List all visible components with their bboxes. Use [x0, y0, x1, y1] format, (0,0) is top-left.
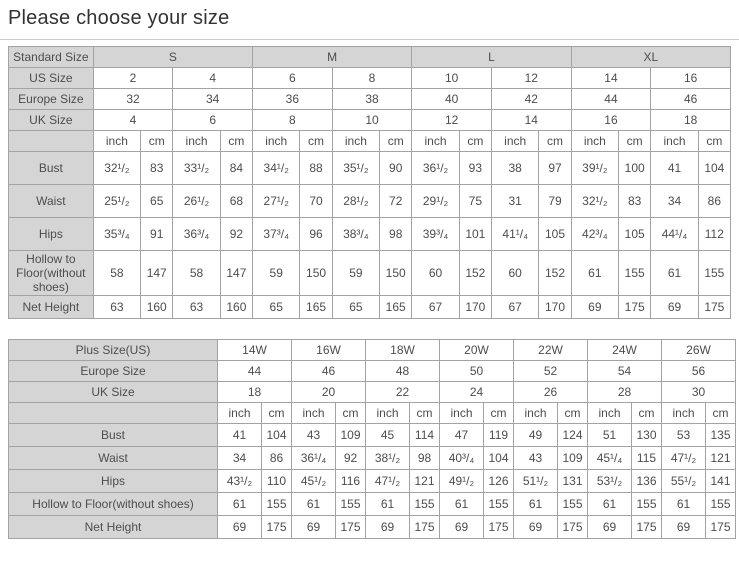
row-label: Net Height	[9, 516, 218, 539]
unit-inch-cell: inch	[491, 131, 538, 152]
size-row	[9, 382, 736, 403]
standard-table-body	[9, 47, 731, 319]
unit-corner-cell	[9, 131, 94, 152]
measurement-value-cell: 155	[558, 493, 588, 516]
measurement-value-cell: 65	[253, 296, 300, 319]
unit-cm-cell: cm	[484, 403, 514, 424]
size-value-cell: 46	[651, 89, 731, 110]
size-value-cell: 4	[93, 110, 173, 131]
measurement-value-cell: 55¹/₂	[662, 470, 706, 493]
size-value-cell: 16	[571, 110, 651, 131]
measurement-value-cell: 150	[380, 251, 412, 296]
measurement-value-cell: 69	[218, 516, 262, 539]
measurement-value-cell: 38¹/₂	[366, 447, 410, 470]
unit-inch-cell: inch	[332, 131, 379, 152]
measurement-value-cell: 25¹/₂	[93, 185, 140, 218]
size-value-cell: 56	[662, 361, 736, 382]
size-value-cell: 26W	[662, 340, 736, 361]
measurement-value-cell: 65	[332, 296, 379, 319]
measurement-value-cell: 152	[539, 251, 571, 296]
size-value-cell: 28	[588, 382, 662, 403]
unit-inch-cell: inch	[366, 403, 410, 424]
unit-cm-cell: cm	[706, 403, 736, 424]
measurement-value-cell: 34¹/₂	[253, 152, 300, 185]
measurement-value-cell: 69	[651, 296, 698, 319]
row-label: Europe Size	[9, 361, 218, 382]
plus-table-body	[9, 340, 736, 539]
measurement-value-cell: 79	[539, 185, 571, 218]
measurement-value-cell: 69	[292, 516, 336, 539]
measurement-value-cell: 38	[491, 152, 538, 185]
measurement-value-cell: 69	[588, 516, 632, 539]
size-value-cell: 6	[173, 110, 253, 131]
measurement-value-cell: 58	[93, 251, 140, 296]
measurement-value-cell: 116	[336, 470, 366, 493]
measurement-value-cell: 121	[410, 470, 440, 493]
measurement-value-cell: 88	[300, 152, 332, 185]
size-value-cell: 22W	[514, 340, 588, 361]
measurement-value-cell: 121	[706, 447, 736, 470]
measurement-value-cell: 175	[262, 516, 292, 539]
measurement-value-cell: 45¹/₄	[588, 447, 632, 470]
row-label: Plus Size(US)	[9, 340, 218, 361]
measurement-value-cell: 152	[459, 251, 491, 296]
size-group-header: L	[412, 47, 571, 68]
measurement-row	[9, 251, 731, 296]
measurement-value-cell: 155	[619, 251, 651, 296]
size-value-cell: 12	[491, 68, 571, 89]
measurement-value-cell: 39³/₄	[412, 218, 459, 251]
size-value-cell: 10	[412, 68, 492, 89]
size-value-cell: 44	[571, 89, 651, 110]
measurement-value-cell: 45	[366, 424, 410, 447]
size-value-cell: 26	[514, 382, 588, 403]
measurement-value-cell: 36¹/₄	[292, 447, 336, 470]
measurement-row	[9, 493, 736, 516]
row-label: Waist	[9, 447, 218, 470]
measurement-value-cell: 175	[558, 516, 588, 539]
measurement-value-cell: 155	[336, 493, 366, 516]
unit-inch-cell: inch	[218, 403, 262, 424]
size-value-cell: 18	[218, 382, 292, 403]
measurement-value-cell: 155	[706, 493, 736, 516]
measurement-value-cell: 60	[491, 251, 538, 296]
measurement-value-cell: 41	[651, 152, 698, 185]
unit-corner-cell	[9, 403, 218, 424]
plus-size-table	[8, 339, 736, 539]
measurement-value-cell: 61	[292, 493, 336, 516]
size-value-cell: 46	[292, 361, 366, 382]
measurement-value-cell: 67	[491, 296, 538, 319]
measurement-value-cell: 147	[220, 251, 252, 296]
measurement-value-cell: 65	[141, 185, 173, 218]
size-value-cell: 32	[93, 89, 173, 110]
measurement-value-cell: 45¹/₂	[292, 470, 336, 493]
measurement-value-cell: 160	[220, 296, 252, 319]
unit-cm-cell: cm	[632, 403, 662, 424]
unit-inch-cell: inch	[514, 403, 558, 424]
measurement-value-cell: 49	[514, 424, 558, 447]
measurement-value-cell: 101	[459, 218, 491, 251]
measurement-value-cell: 39¹/₂	[571, 152, 618, 185]
measurement-value-cell: 26¹/₂	[173, 185, 220, 218]
unit-cm-cell: cm	[619, 131, 651, 152]
measurement-value-cell: 170	[459, 296, 491, 319]
unit-cm-cell: cm	[459, 131, 491, 152]
unit-row	[9, 403, 736, 424]
measurement-value-cell: 72	[380, 185, 412, 218]
measurement-value-cell: 61	[514, 493, 558, 516]
size-value-cell: 14	[571, 68, 651, 89]
row-label: UK Size	[9, 110, 94, 131]
measurement-row	[9, 447, 736, 470]
measurement-value-cell: 83	[619, 185, 651, 218]
measurement-value-cell: 69	[366, 516, 410, 539]
measurement-value-cell: 175	[484, 516, 514, 539]
measurement-value-cell: 98	[380, 218, 412, 251]
page-title: Please choose your size	[8, 7, 230, 29]
measurement-value-cell: 34	[651, 185, 698, 218]
measurement-value-cell: 155	[484, 493, 514, 516]
unit-cm-cell: cm	[262, 403, 292, 424]
size-group-header: M	[253, 47, 412, 68]
measurement-value-cell: 175	[632, 516, 662, 539]
measurement-row	[9, 152, 731, 185]
measurement-value-cell: 69	[571, 296, 618, 319]
size-group-header: S	[93, 47, 252, 68]
measurement-value-cell: 63	[173, 296, 220, 319]
measurement-value-cell: 33¹/₂	[173, 152, 220, 185]
unit-cm-cell: cm	[698, 131, 730, 152]
measurement-row	[9, 218, 731, 251]
standard-size-table	[8, 46, 731, 319]
size-value-cell: 40	[412, 89, 492, 110]
size-value-cell: 2	[93, 68, 173, 89]
size-value-cell: 30	[662, 382, 736, 403]
measurement-value-cell: 70	[300, 185, 332, 218]
measurement-value-cell: 141	[706, 470, 736, 493]
measurement-value-cell: 126	[484, 470, 514, 493]
measurement-value-cell: 41¹/₄	[491, 218, 538, 251]
measurement-value-cell: 61	[651, 251, 698, 296]
row-label: Bust	[9, 424, 218, 447]
size-value-cell: 36	[253, 89, 333, 110]
measurement-value-cell: 67	[412, 296, 459, 319]
measurement-value-cell: 110	[262, 470, 292, 493]
measurement-value-cell: 104	[262, 424, 292, 447]
measurement-value-cell: 124	[558, 424, 588, 447]
size-value-cell: 8	[332, 68, 412, 89]
measurement-value-cell: 104	[698, 152, 730, 185]
measurement-value-cell: 115	[632, 447, 662, 470]
size-row	[9, 89, 731, 110]
unit-cm-cell: cm	[336, 403, 366, 424]
size-value-cell: 54	[588, 361, 662, 382]
measurement-value-cell: 135	[706, 424, 736, 447]
measurement-row	[9, 185, 731, 218]
measurement-value-cell: 98	[410, 447, 440, 470]
row-label: US Size	[9, 68, 94, 89]
measurement-row	[9, 424, 736, 447]
size-value-cell: 52	[514, 361, 588, 382]
size-value-cell: 12	[412, 110, 492, 131]
size-value-cell: 20W	[440, 340, 514, 361]
measurement-value-cell: 147	[141, 251, 173, 296]
corner-label: Standard Size	[9, 47, 94, 68]
measurement-value-cell: 97	[539, 152, 571, 185]
measurement-value-cell: 175	[698, 296, 730, 319]
row-label: Bust	[9, 152, 94, 185]
measurement-value-cell: 155	[410, 493, 440, 516]
unit-cm-cell: cm	[141, 131, 173, 152]
measurement-value-cell: 51¹/₂	[514, 470, 558, 493]
measurement-value-cell: 59	[253, 251, 300, 296]
measurement-value-cell: 100	[619, 152, 651, 185]
measurement-value-cell: 42³/₄	[571, 218, 618, 251]
measurement-value-cell: 119	[484, 424, 514, 447]
measurement-value-cell: 155	[698, 251, 730, 296]
measurement-value-cell: 29¹/₂	[412, 185, 459, 218]
measurement-value-cell: 175	[410, 516, 440, 539]
measurement-value-cell: 34	[218, 447, 262, 470]
row-label: Europe Size	[9, 89, 94, 110]
measurement-value-cell: 86	[262, 447, 292, 470]
size-value-cell: 24	[440, 382, 514, 403]
size-value-cell: 16W	[292, 340, 366, 361]
measurement-value-cell: 27¹/₂	[253, 185, 300, 218]
measurement-value-cell: 68	[220, 185, 252, 218]
measurement-value-cell: 53¹/₂	[588, 470, 632, 493]
unit-inch-cell: inch	[93, 131, 140, 152]
size-row	[9, 340, 736, 361]
measurement-value-cell: 60	[412, 251, 459, 296]
unit-cm-cell: cm	[539, 131, 571, 152]
measurement-value-cell: 47	[440, 424, 484, 447]
measurement-value-cell: 61	[366, 493, 410, 516]
measurement-value-cell: 47¹/₂	[366, 470, 410, 493]
measurement-value-cell: 105	[619, 218, 651, 251]
size-value-cell: 18W	[366, 340, 440, 361]
size-value-cell: 48	[366, 361, 440, 382]
measurement-value-cell: 61	[571, 251, 618, 296]
measurement-value-cell: 92	[336, 447, 366, 470]
size-value-cell: 8	[253, 110, 333, 131]
measurement-value-cell: 86	[698, 185, 730, 218]
size-value-cell: 14	[491, 110, 571, 131]
measurement-value-cell: 170	[539, 296, 571, 319]
measurement-value-cell: 155	[632, 493, 662, 516]
measurement-value-cell: 175	[336, 516, 366, 539]
size-value-cell: 42	[491, 89, 571, 110]
size-row	[9, 68, 731, 89]
size-value-cell: 44	[218, 361, 292, 382]
measurement-value-cell: 90	[380, 152, 412, 185]
size-value-cell: 14W	[218, 340, 292, 361]
measurement-value-cell: 131	[558, 470, 588, 493]
unit-cm-cell: cm	[558, 403, 588, 424]
measurement-row	[9, 470, 736, 493]
unit-inch-cell: inch	[651, 131, 698, 152]
row-label: Hips	[9, 218, 94, 251]
measurement-value-cell: 109	[558, 447, 588, 470]
measurement-value-cell: 92	[220, 218, 252, 251]
unit-inch-cell: inch	[571, 131, 618, 152]
measurement-row	[9, 296, 731, 319]
measurement-value-cell: 114	[410, 424, 440, 447]
measurement-value-cell: 61	[588, 493, 632, 516]
title-divider	[0, 39, 739, 40]
measurement-value-cell: 28¹/₂	[332, 185, 379, 218]
measurement-value-cell: 104	[484, 447, 514, 470]
size-value-cell: 22	[366, 382, 440, 403]
measurement-value-cell: 91	[141, 218, 173, 251]
size-value-cell: 4	[173, 68, 253, 89]
measurement-value-cell: 51	[588, 424, 632, 447]
measurement-value-cell: 43	[514, 447, 558, 470]
unit-inch-cell: inch	[440, 403, 484, 424]
measurement-value-cell: 59	[332, 251, 379, 296]
measurement-value-cell: 175	[619, 296, 651, 319]
unit-inch-cell: inch	[412, 131, 459, 152]
size-value-cell: 50	[440, 361, 514, 382]
row-label: Hips	[9, 470, 218, 493]
measurement-value-cell: 175	[706, 516, 736, 539]
unit-cm-cell: cm	[220, 131, 252, 152]
size-value-cell: 34	[173, 89, 253, 110]
measurement-value-cell: 69	[440, 516, 484, 539]
measurement-value-cell: 69	[662, 516, 706, 539]
measurement-value-cell: 109	[336, 424, 366, 447]
measurement-value-cell: 69	[514, 516, 558, 539]
size-value-cell: 24W	[588, 340, 662, 361]
measurement-value-cell: 75	[459, 185, 491, 218]
measurement-value-cell: 31	[491, 185, 538, 218]
size-row	[9, 110, 731, 131]
measurement-value-cell: 35¹/₂	[332, 152, 379, 185]
unit-cm-cell: cm	[410, 403, 440, 424]
group-header-row	[9, 47, 731, 68]
measurement-value-cell: 32¹/₂	[93, 152, 140, 185]
measurement-value-cell: 37³/₄	[253, 218, 300, 251]
measurement-value-cell: 61	[662, 493, 706, 516]
size-group-header: XL	[571, 47, 730, 68]
measurement-value-cell: 130	[632, 424, 662, 447]
size-value-cell: 18	[651, 110, 731, 131]
measurement-value-cell: 105	[539, 218, 571, 251]
unit-inch-cell: inch	[253, 131, 300, 152]
measurement-value-cell: 165	[300, 296, 332, 319]
unit-inch-cell: inch	[173, 131, 220, 152]
measurement-value-cell: 84	[220, 152, 252, 185]
measurement-value-cell: 136	[632, 470, 662, 493]
measurement-value-cell: 44¹/₄	[651, 218, 698, 251]
unit-cm-cell: cm	[380, 131, 412, 152]
size-value-cell: 10	[332, 110, 412, 131]
unit-row	[9, 131, 731, 152]
measurement-value-cell: 40³/₄	[440, 447, 484, 470]
measurement-value-cell: 96	[300, 218, 332, 251]
measurement-value-cell: 41	[218, 424, 262, 447]
measurement-row	[9, 516, 736, 539]
measurement-value-cell: 150	[300, 251, 332, 296]
measurement-value-cell: 155	[262, 493, 292, 516]
unit-inch-cell: inch	[588, 403, 632, 424]
measurement-value-cell: 38³/₄	[332, 218, 379, 251]
measurement-value-cell: 165	[380, 296, 412, 319]
unit-inch-cell: inch	[292, 403, 336, 424]
size-value-cell: 16	[651, 68, 731, 89]
size-value-cell: 38	[332, 89, 412, 110]
measurement-value-cell: 49¹/₂	[440, 470, 484, 493]
measurement-value-cell: 160	[141, 296, 173, 319]
row-label: Net Height	[9, 296, 94, 319]
measurement-value-cell: 53	[662, 424, 706, 447]
measurement-value-cell: 93	[459, 152, 491, 185]
measurement-value-cell: 61	[218, 493, 262, 516]
unit-cm-cell: cm	[300, 131, 332, 152]
measurement-value-cell: 35³/₄	[93, 218, 140, 251]
size-row	[9, 361, 736, 382]
measurement-value-cell: 47¹/₂	[662, 447, 706, 470]
unit-inch-cell: inch	[662, 403, 706, 424]
row-label: UK Size	[9, 382, 218, 403]
row-label: Waist	[9, 185, 94, 218]
size-value-cell: 6	[253, 68, 333, 89]
row-label: Hollow to Floor(without shoes)	[9, 493, 218, 516]
measurement-value-cell: 112	[698, 218, 730, 251]
row-label: Hollow to Floor(without shoes)	[9, 251, 94, 296]
measurement-value-cell: 36¹/₂	[412, 152, 459, 185]
size-value-cell: 20	[292, 382, 366, 403]
measurement-value-cell: 63	[93, 296, 140, 319]
measurement-value-cell: 32¹/₂	[571, 185, 618, 218]
measurement-value-cell: 36³/₄	[173, 218, 220, 251]
measurement-value-cell: 58	[173, 251, 220, 296]
measurement-value-cell: 43¹/₂	[218, 470, 262, 493]
measurement-value-cell: 61	[440, 493, 484, 516]
measurement-value-cell: 83	[141, 152, 173, 185]
measurement-value-cell: 43	[292, 424, 336, 447]
